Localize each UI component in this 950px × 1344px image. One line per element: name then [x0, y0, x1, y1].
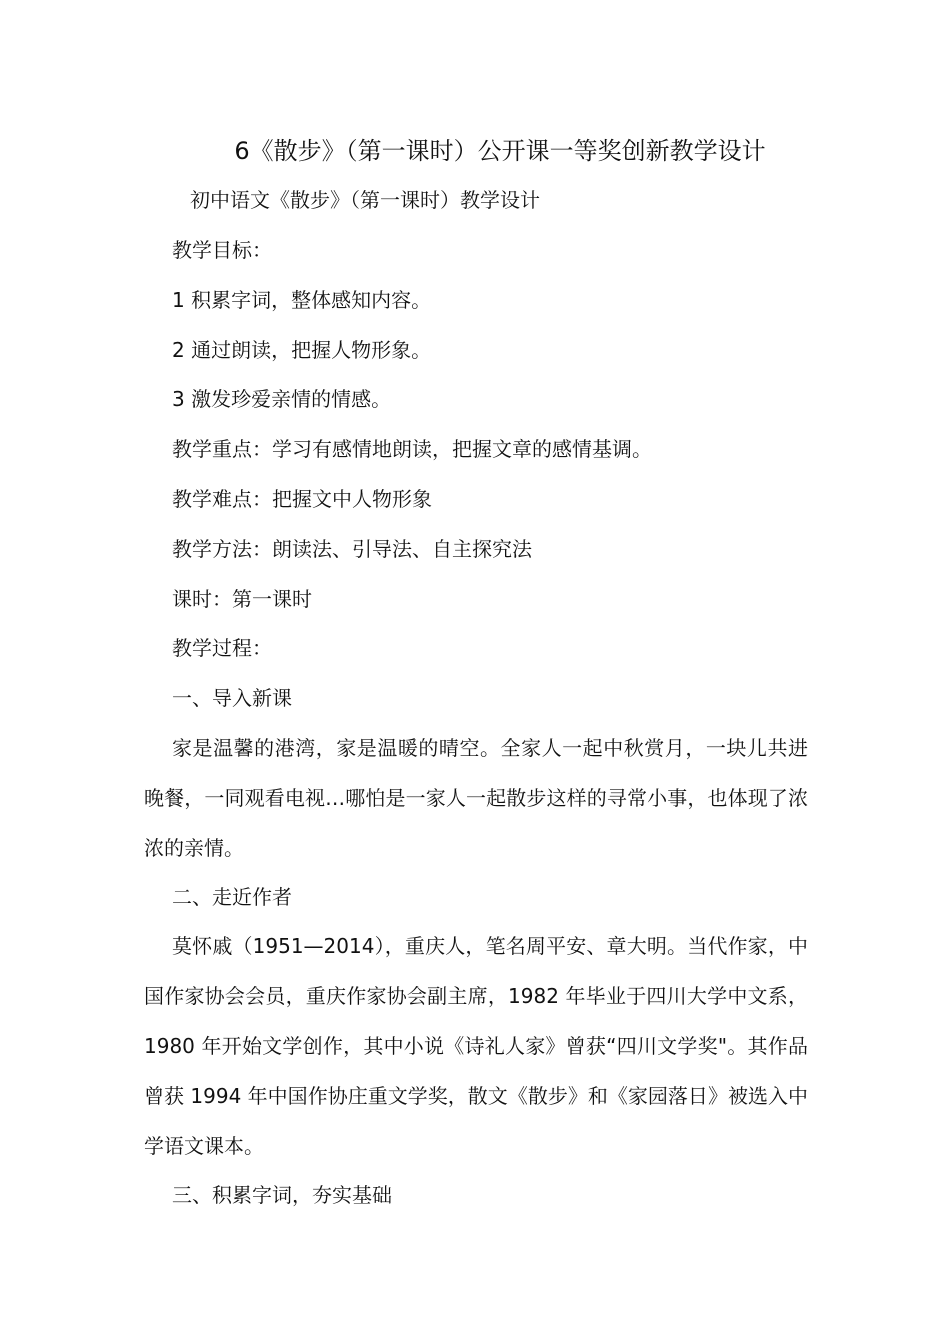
- objective-2: 2 通过朗读，把握人物形象。: [172, 338, 432, 362]
- document-title: 6《散步》（第一课时）公开课一等奖创新教学设计: [234, 137, 766, 165]
- section-1-body: 家是温馨的港湾，家是温暖的晴空。全家人一起中秋赏月，一块儿共进晚餐，一同观看电视…哪怕是一家人一起散步这样的寻常小事，也体现了浓浓的亲情。: [144, 736, 808, 860]
- lesson-time: 课时：第一课时: [172, 587, 312, 611]
- difficulty: 教学难点：把握文中人物形象: [172, 487, 432, 511]
- objectives-heading: 教学目标：: [172, 238, 272, 262]
- teaching-method: 教学方法：朗读法、引导法、自主探究法: [172, 537, 532, 561]
- objective-1: 1 积累字词，整体感知内容。: [172, 288, 432, 312]
- section-1-heading: 一、导入新课: [172, 686, 292, 710]
- document-subtitle: 初中语文《散步》（第一课时）教学设计: [190, 188, 540, 212]
- section-2-body: 莫怀戚（1951—2014），重庆人，笔名周平安、章大明。当代作家，中国作家协会会员，重庆作家协会副主席，1982 年毕业于四川大学中文系，1980 年开始文学创作，其中小说《诗礼人家》曾获“四川文学奖"。其作品曾获 1994 年中国作协庄重文学奖，散文《散步》和《家园落日》被选入中学语文课本。: [144, 934, 808, 1158]
- key-point: 教学重点：学习有感情地朗读，把握文章的感情基调。: [172, 437, 652, 461]
- process-heading: 教学过程：: [172, 636, 272, 660]
- section-2-heading: 二、走近作者: [172, 885, 292, 909]
- section-3-heading: 三、积累字词，夯实基础: [172, 1183, 392, 1207]
- objective-3: 3 激发珍爱亲情的情感。: [172, 387, 392, 411]
